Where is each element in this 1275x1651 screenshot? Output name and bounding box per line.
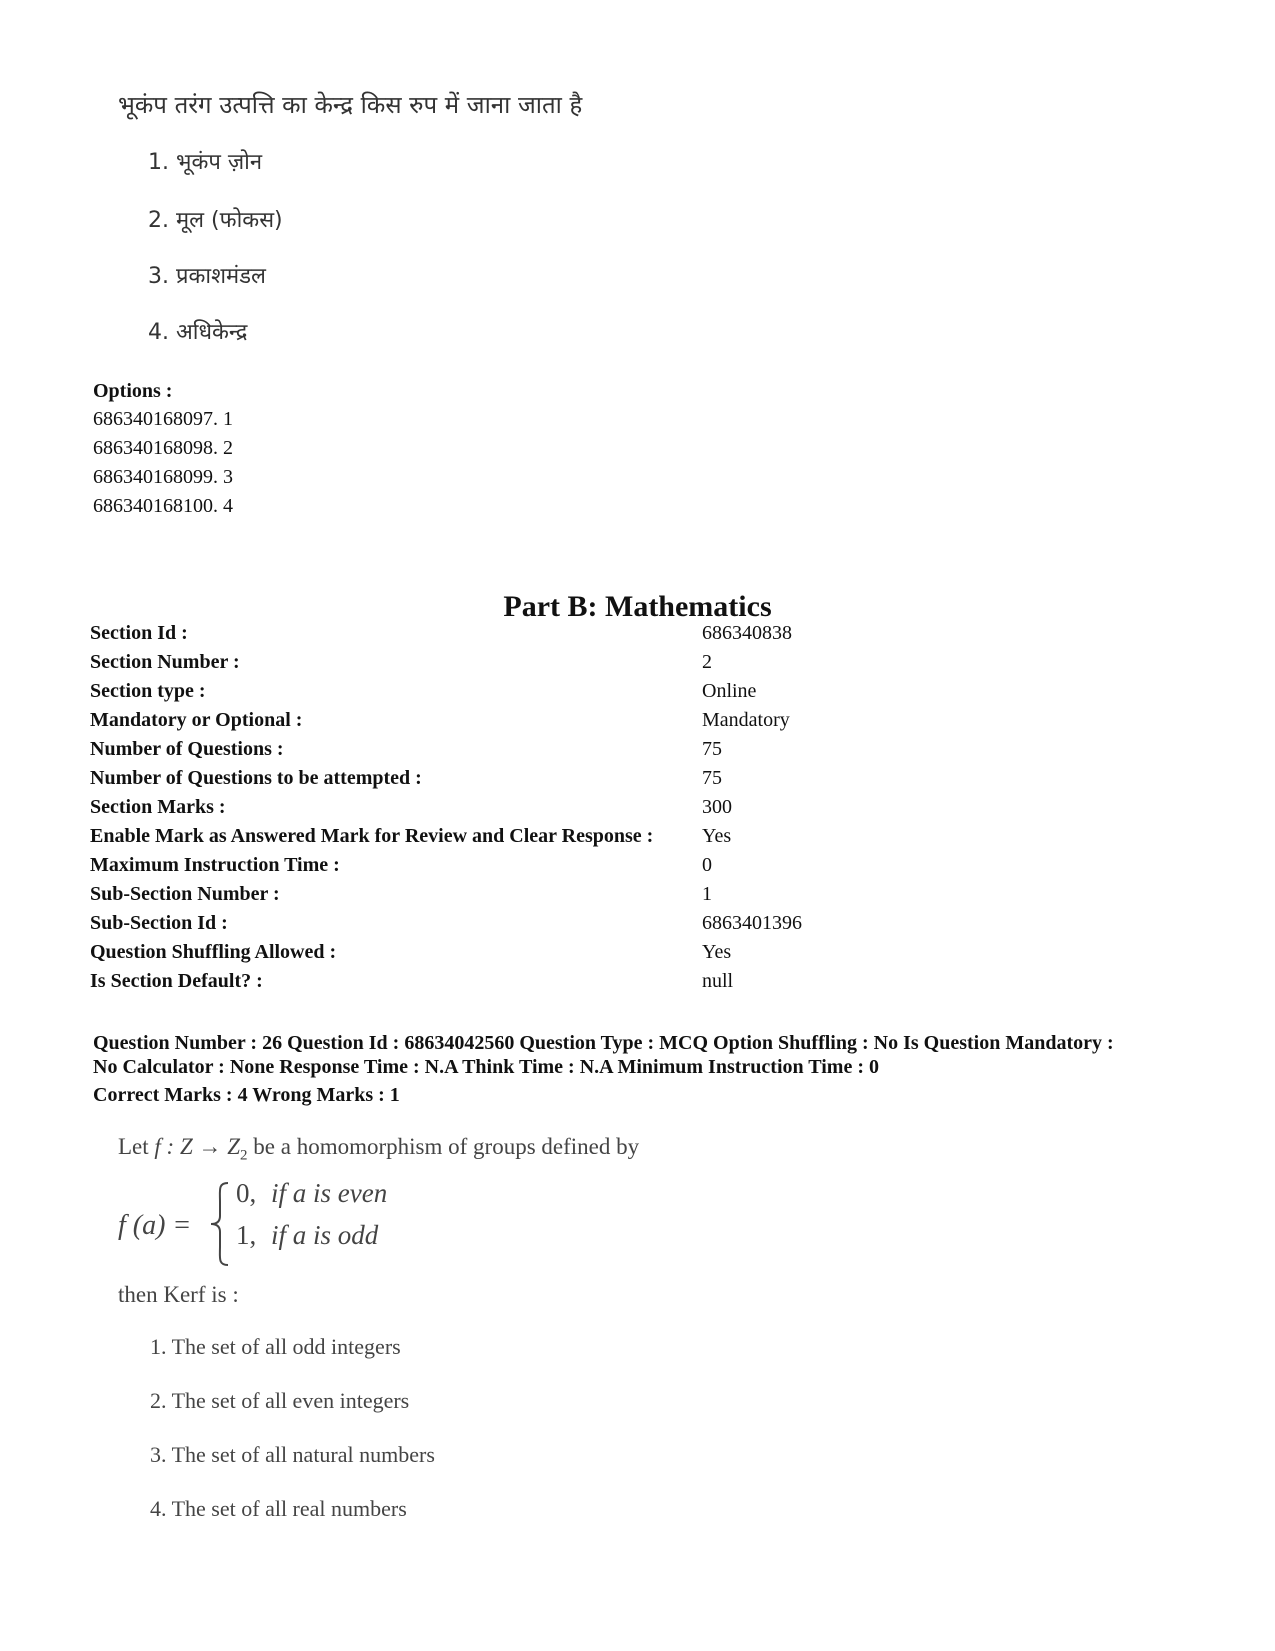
- stem-let: Let: [118, 1134, 149, 1159]
- field-label: Maximum Instruction Time :: [90, 854, 340, 876]
- option-1: 686340168097. 1: [93, 408, 233, 430]
- field-value: null: [702, 970, 734, 992]
- piecewise-lhs: [118, 1210, 191, 1242]
- option-4: 686340168100. 4: [93, 495, 233, 517]
- stem-map: f : Z: [154, 1134, 193, 1159]
- part-title: Part B: Mathematics: [503, 590, 772, 623]
- question-then: then Kerf is :: [118, 1282, 239, 1307]
- piecewise-case-2: [236, 1220, 378, 1251]
- case-2-value: 1,: [236, 1220, 257, 1250]
- field-value: Yes: [702, 941, 732, 963]
- question-stem: [118, 1134, 639, 1165]
- field-label: Section Marks :: [90, 796, 226, 818]
- question-marks: Correct Marks : 4 Wrong Marks : 1: [93, 1084, 400, 1106]
- stem-subscript: 2: [240, 1147, 248, 1164]
- field-label: Question Shuffling Allowed :: [90, 941, 337, 963]
- field-value: Yes: [702, 825, 732, 847]
- case-1-condition: if a is even: [271, 1178, 388, 1208]
- field-value: 686340838: [702, 622, 792, 644]
- field-label: Sub-Section Number :: [90, 883, 280, 905]
- field-value: 300: [702, 796, 732, 818]
- field-value: Online: [702, 680, 757, 702]
- field-label: Mandatory or Optional :: [90, 709, 303, 731]
- stem-arrow: →: [198, 1134, 222, 1159]
- options-label: Options :: [93, 380, 173, 402]
- field-label: Section type :: [90, 680, 206, 702]
- field-label: Is Section Default? :: [90, 970, 263, 992]
- field-value: 75: [702, 738, 722, 760]
- choice-4: 4. The set of all real numbers: [150, 1496, 407, 1521]
- field-label: Number of Questions :: [90, 738, 284, 760]
- prev-choice-4: 4. अधिकेन्द्र: [148, 320, 248, 345]
- question-meta-line-2: No Calculator : None Response Time : N.A Think Time : N.A Minimum Instruction Time : 0: [93, 1056, 879, 1078]
- field-value: 2: [702, 651, 712, 673]
- field-label: Sub-Section Id :: [90, 912, 228, 934]
- stem-codomain: Z: [227, 1134, 241, 1159]
- choice-3: 3. The set of all natural numbers: [150, 1442, 435, 1467]
- stem-rest: be a homomorphism of groups defined by: [253, 1134, 640, 1159]
- field-value: 0: [702, 854, 712, 876]
- prev-choice-3: 3. प्रकाशमंडल: [148, 264, 266, 289]
- field-label: Enable Mark as Answered Mark for Review and Clear Response :: [90, 825, 654, 847]
- left-brace: [208, 1180, 232, 1268]
- case-1-value: 0,: [236, 1178, 257, 1208]
- prev-choice-2: 2. मूल (फोकस): [148, 208, 283, 233]
- prev-question-text: भूकंप तरंग उत्पत्ति का केन्द्र किस रुप में जाना जाता है: [118, 91, 583, 119]
- piecewise-lhs-text: f (a) =: [118, 1210, 192, 1241]
- option-3: 686340168099. 3: [93, 466, 233, 488]
- field-value: Mandatory: [702, 709, 790, 731]
- prev-choice-1: 1. भूकंप ज़ोन: [148, 150, 263, 175]
- field-value: 75: [702, 767, 722, 789]
- question-meta-line-1: Question Number : 26 Question Id : 68634042560 Question Type : MCQ Option Shuffling : No Is Question Mandatory :: [93, 1032, 1114, 1054]
- field-label: Section Number :: [90, 651, 240, 673]
- case-2-condition: if a is odd: [271, 1220, 379, 1250]
- field-value: 6863401396: [702, 912, 802, 934]
- piecewise-case-1: [236, 1178, 387, 1209]
- option-2: 686340168098. 2: [93, 437, 233, 459]
- field-label: Section Id :: [90, 622, 188, 644]
- choice-2: 2. The set of all even integers: [150, 1388, 410, 1413]
- field-value: 1: [702, 883, 712, 905]
- field-label: Number of Questions to be attempted :: [90, 767, 422, 789]
- choice-1: 1. The set of all odd integers: [150, 1334, 401, 1359]
